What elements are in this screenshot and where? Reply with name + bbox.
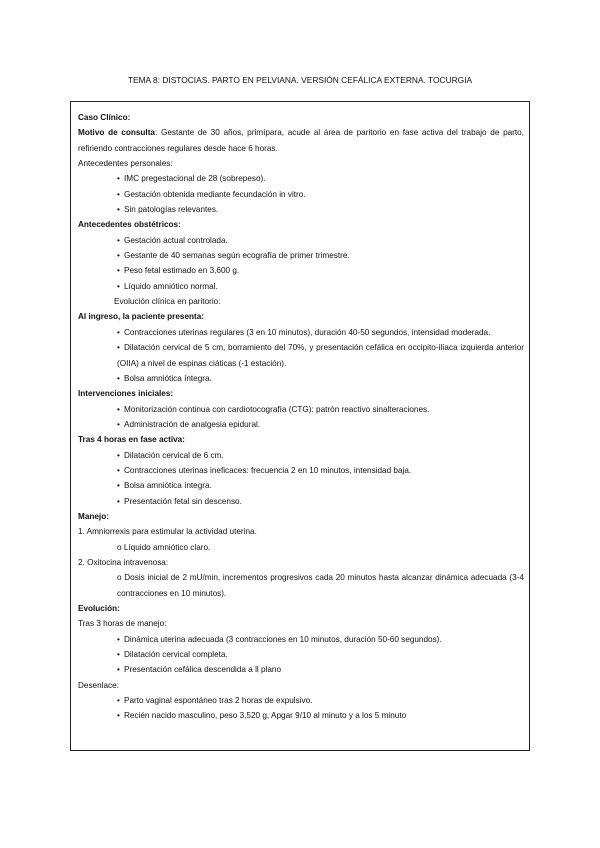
list-item-text: Peso fetal estimado en 3,600 g. bbox=[124, 266, 240, 276]
list-item bbox=[78, 171, 524, 186]
list-item bbox=[78, 494, 524, 509]
manejo-step-1-sub: o Líquido amniótico claro. bbox=[117, 542, 211, 552]
bullet-icon: • bbox=[117, 711, 120, 721]
antecedentes-personales-label: Antecedentes personales: bbox=[78, 159, 173, 169]
list-item bbox=[78, 478, 524, 493]
evolucion-paritorio-label: Evolución clínica en paritorio: bbox=[114, 297, 221, 307]
list-item bbox=[78, 693, 524, 708]
list-item-text: Bolsa amniótica íntegra. bbox=[124, 481, 212, 491]
bullet-icon: • bbox=[117, 327, 120, 337]
bullet-icon: • bbox=[117, 404, 120, 414]
list-item-text: Dilatación cervical de 5 cm, borramiento del 70%, y presentación cefálica en occipito-ilíaca izquierda anterior (OIIA) a nivel de espinas ciáticas (-1 estación). bbox=[117, 343, 524, 368]
tras-3-horas-label: Tras 3 horas de manejo: bbox=[78, 619, 167, 629]
bullet-icon: • bbox=[117, 465, 120, 475]
list-item-text: Líquido amniótico normal. bbox=[124, 281, 218, 291]
list-item bbox=[78, 463, 524, 478]
bullet-icon: • bbox=[117, 205, 120, 215]
list-item-text: Presentación fetal sin descenso. bbox=[124, 496, 242, 506]
manejo-label: Manejo: bbox=[78, 511, 109, 521]
bullet-icon: • bbox=[117, 450, 120, 460]
list-item bbox=[78, 647, 524, 662]
manejo-step-2: 2. Oxitocina intravenosa: bbox=[78, 557, 169, 567]
list-item-text: Presentación cefálica descendida a ll plano bbox=[124, 665, 282, 675]
list-item bbox=[78, 340, 524, 371]
list-item bbox=[78, 371, 524, 386]
list-item-text: Parto vaginal espontáneo tras 2 horas de expulsivo. bbox=[124, 696, 313, 706]
list-item bbox=[78, 248, 524, 263]
tras-4-horas-label: Tras 4 horas en fase activa: bbox=[78, 435, 185, 445]
bullet-icon: • bbox=[117, 189, 120, 199]
list-item bbox=[78, 448, 524, 463]
bullet-icon: • bbox=[117, 343, 120, 353]
bullet-icon: • bbox=[117, 496, 120, 506]
intervenciones-label: Intervenciones iniciales: bbox=[78, 389, 174, 399]
bullet-icon: • bbox=[117, 665, 120, 675]
antecedentes-obstetricos-label: Antecedentes obstétricos: bbox=[78, 220, 181, 230]
evolucion-label: Evolución: bbox=[78, 604, 120, 613]
page-title: TEMA 8: DISTOCIAS. PARTO EN PELVIANA. VERSIÓN CEFÁLICA EXTERNA. TOCURGIA bbox=[127, 75, 473, 85]
list-item bbox=[78, 202, 524, 217]
list-item bbox=[78, 263, 524, 278]
list-item bbox=[78, 417, 524, 432]
bullet-icon: • bbox=[117, 481, 120, 491]
list-item bbox=[78, 325, 524, 340]
bullet-icon: • bbox=[117, 634, 120, 644]
list-item bbox=[78, 233, 524, 248]
bullet-icon: • bbox=[117, 235, 120, 245]
list-item bbox=[78, 632, 524, 647]
list-item bbox=[78, 279, 524, 294]
list-item-text: Gestante de 40 semanas según ecografía de primer trimestre. bbox=[124, 251, 350, 261]
list-item-text: IMC pregestacional de 28 (sobrepeso). bbox=[124, 174, 266, 184]
bullet-icon: • bbox=[117, 373, 120, 383]
case-box bbox=[70, 101, 530, 751]
list-item bbox=[78, 708, 524, 723]
list-item-text: Contracciones uterinas regulares (3 en 10 minutos), duración 40-50 segundos, intensidad moderada. bbox=[124, 327, 491, 337]
case-heading: Caso Clínico: bbox=[78, 113, 131, 122]
bullet-icon: • bbox=[117, 174, 120, 184]
list-item bbox=[78, 402, 524, 417]
bullet-icon: • bbox=[117, 419, 120, 429]
bullet-icon: • bbox=[117, 251, 120, 261]
list-item-text: Gestación actual controlada. bbox=[124, 235, 228, 245]
list-item-text: Dilatación cervical de 6 cm. bbox=[124, 450, 224, 460]
motivo-consulta bbox=[78, 125, 524, 156]
list-item-text: Gestación obtenida mediante fecundación in vitro. bbox=[124, 189, 306, 199]
manejo-step-2-sub: o Dosis inicial de 2 mU/min, incrementos progresivos cada 20 minutos hasta alcanzar dinámica adecuada (3-4 contracciones en 10 minutos). bbox=[117, 573, 524, 598]
list-item-text: Contracciones uterinas ineficaces: frecuencia 2 en 10 minutos, intensidad baja. bbox=[124, 465, 412, 475]
motivo-text: : Gestante de 30 años, primípara, acude al área de paritorio en fase activa del trabajo de parto, refiriendo contracciones regulares desde hace 6 horas. bbox=[78, 128, 525, 153]
list-item-text: Monitorización continua con cardiotocografía (CTG): patrón reactivo sinalteraciones. bbox=[124, 404, 430, 414]
bullet-icon: • bbox=[117, 266, 120, 276]
bullet-icon: • bbox=[117, 650, 120, 660]
motivo-label: Motivo de consulta bbox=[78, 128, 155, 138]
list-item-text: Administración de analgesia epidural. bbox=[124, 419, 261, 429]
list-item-text: Bolsa amniótica íntegra. bbox=[124, 373, 212, 383]
bullet-icon: • bbox=[117, 696, 120, 706]
list-item-text: Dilatación cervical completa. bbox=[124, 650, 228, 660]
manejo-step-1: 1. Amniorrexis para estimular la actividad uterina. bbox=[78, 527, 257, 537]
list-item-text: Sin patologías relevantes. bbox=[124, 205, 219, 215]
list-item-text: Dinámica uterina adecuada (3 contracciones en 10 minutos, duración 50-60 segundos). bbox=[124, 634, 442, 644]
list-item bbox=[78, 187, 524, 202]
list-item-text: Recién nacido masculino, peso 3,520 g, Apgar 9/10 al minuto y a los 5 minuto bbox=[124, 711, 407, 721]
bullet-icon: • bbox=[117, 281, 120, 291]
desenlace-label: Desenlace: bbox=[78, 680, 119, 690]
ingreso-label: Al ingreso, la paciente presenta: bbox=[78, 312, 205, 322]
list-item bbox=[78, 662, 524, 677]
